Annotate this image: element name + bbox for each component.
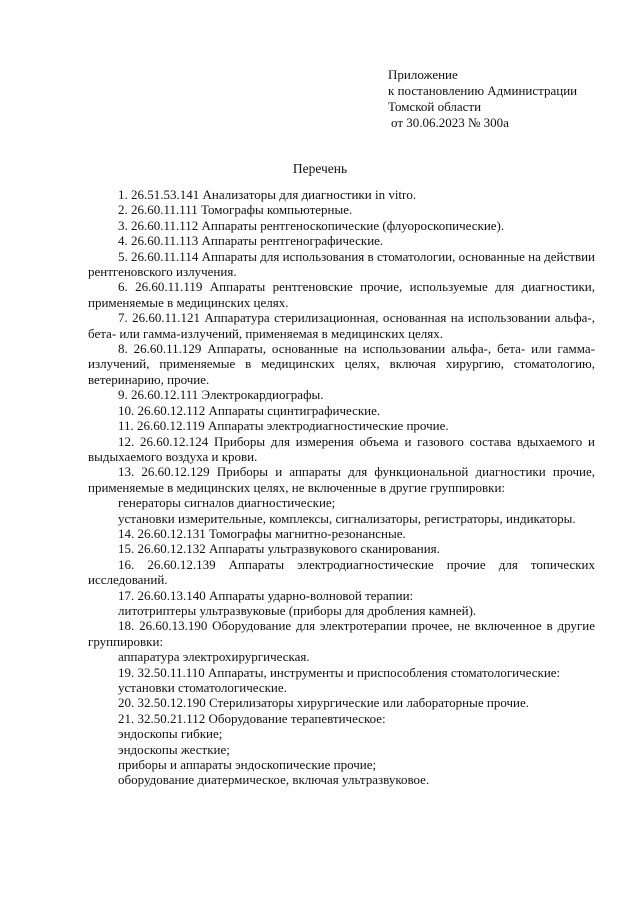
header-line-region: Томской области <box>388 99 482 114</box>
list-item: 6. 26.60.11.119 Аппараты рентгеновские прочие, используемые для диагностики, применяемые в медицинских целях. <box>88 279 595 310</box>
list-item: 15. 26.60.12.132 Аппараты ультразвукового сканирования. <box>118 541 440 557</box>
list-subitem: установки стоматологические. <box>118 680 287 695</box>
header-line-appendix: Приложение <box>388 67 458 82</box>
list-subitem: литотриптеры ультразвуковые (приборы для дробления камней). <box>118 602 477 618</box>
page-title: Перечень <box>292 161 348 176</box>
list-item: 1. 26.51.53.141 Анализаторы для диагностики in vitro. <box>118 187 417 202</box>
appendix-header <box>388 67 577 131</box>
list-item: 21. 32.50.21.112 Оборудование терапевтическое: <box>118 710 386 726</box>
list-item: 9. 26.60.12.111 Электрокардиографы. <box>118 387 324 403</box>
header-line-date: от 30.06.2023 № 300а <box>391 115 509 130</box>
list-item: 12. 26.60.12.124 Приборы для измерения объема и газового состава вдыхаемого и выдыхаемого воздуха и крови. <box>88 433 595 464</box>
list-item: 17. 26.60.13.140 Аппараты ударно-волновой терапии: <box>118 587 414 603</box>
list-subitem: установки измерительные, комплексы, сигнализаторы, регистраторы, индикаторы. <box>118 510 576 526</box>
list-item: 4. 26.60.11.113 Аппараты рентгенографические. <box>118 233 384 249</box>
list-item: 8. 26.60.11.129 Аппараты, основанные на использовании альфа-, бета- или гамма-излучений, применяемые в медицинских целях, включая хирургию, стоматологию, ветеринарию, прочие. <box>88 341 595 387</box>
list-item: 19. 32.50.11.110 Аппараты, инструменты и приспособления стоматологические: <box>118 664 561 680</box>
header-line-resolution: к постановлению Администрации <box>388 83 578 98</box>
equipment-list <box>88 187 595 788</box>
list-subitem: генераторы сигналов диагностические; <box>118 495 336 511</box>
list-item: 5. 26.60.11.114 Аппараты для использования в стоматологии, основанные на действии рентгеновского излучения. <box>88 248 595 280</box>
list-item: 18. 26.60.13.190 Оборудование для электротерапии прочее, не включенное в другие группировки: <box>88 618 595 649</box>
list-subitem: аппаратура электрохирургическая. <box>118 649 310 665</box>
list-item: 14. 26.60.12.131 Томографы магнитно-резонансные. <box>118 525 406 541</box>
list-subitem: приборы и аппараты эндоскопические прочие; <box>118 757 377 773</box>
list-item: 11. 26.60.12.119 Аппараты электродиагностические прочие. <box>118 418 449 434</box>
list-subitem: эндоскопы гибкие; <box>118 726 223 742</box>
list-item: 7. 26.60.11.121 Аппаратура стерилизационная, основанная на использовании альфа-, бета- или гамма-излучений, применяемая в медицинских целях. <box>88 310 595 341</box>
list-item: 3. 26.60.11.112 Аппараты рентгеноскопические (флуороскопические). <box>118 217 505 233</box>
list-subitem: оборудование диатермическое, включая ультразвуковое. <box>118 772 430 788</box>
list-item: 2. 26.60.11.111 Томографы компьютерные. <box>118 202 353 218</box>
list-item: 20. 32.50.12.190 Стерилизаторы хирургические или лабораторные прочие. <box>118 695 529 711</box>
list-subitem: эндоскопы жесткие; <box>118 741 230 757</box>
list-item: 16. 26.60.12.139 Аппараты электродиагностические прочие для топических исследований. <box>88 556 595 588</box>
list-item: 10. 26.60.12.112 Аппараты сцинтиграфические. <box>118 402 381 418</box>
list-item: 13. 26.60.12.129 Приборы и аппараты для функциональной диагностики прочие, применяемые в медицинских целях, не включенные в другие группировки: <box>88 464 595 495</box>
